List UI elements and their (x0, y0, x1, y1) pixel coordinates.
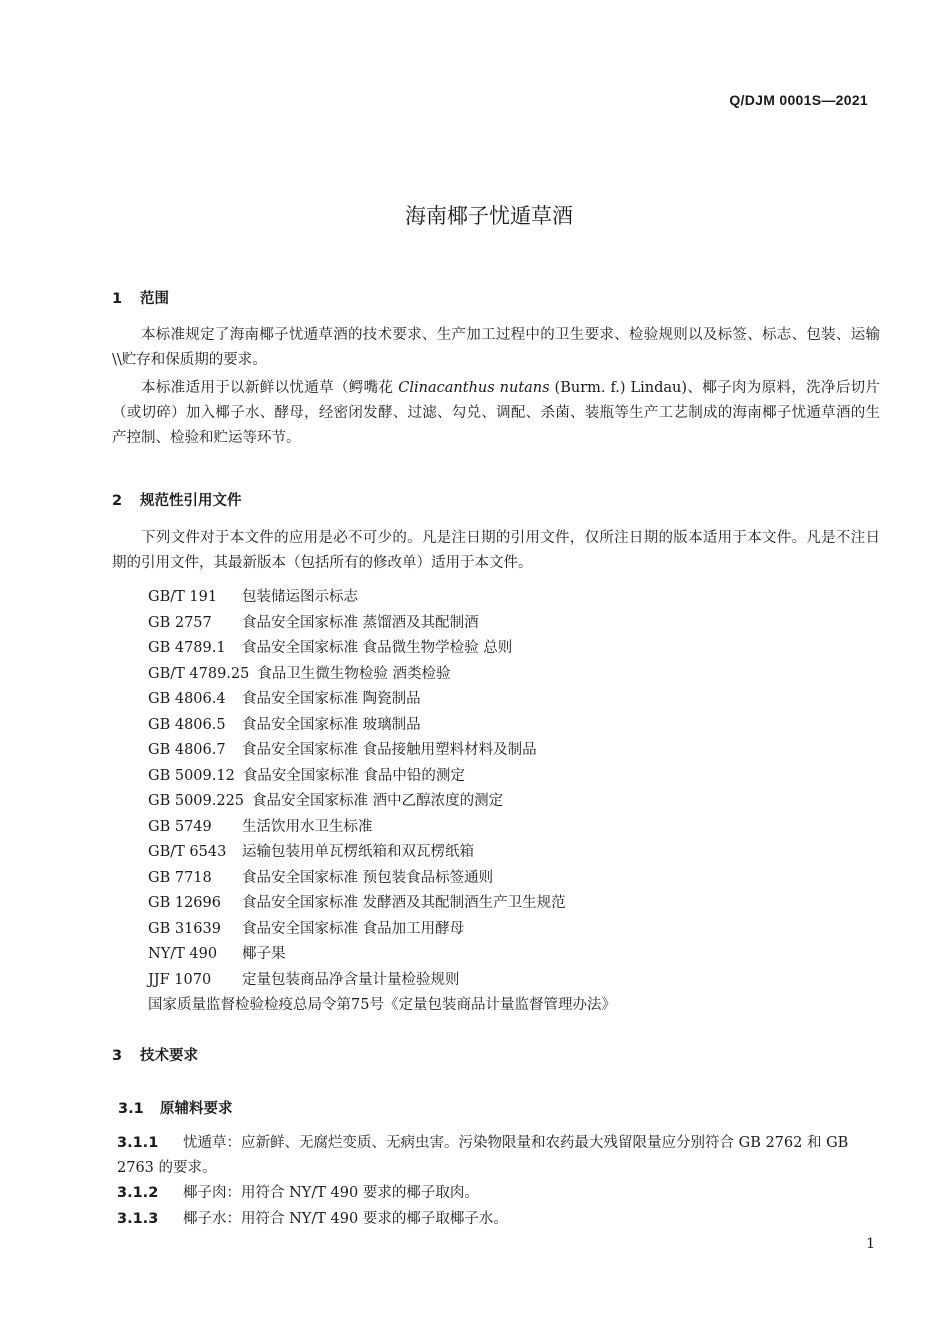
reference-name: 运输包装用单瓦楞纸箱和双瓦楞纸箱 (242, 844, 474, 860)
reference-code: GB/T 191 (148, 589, 218, 605)
section-title: 范围 (140, 291, 169, 307)
reference-item (148, 687, 888, 713)
reference-item (148, 662, 888, 688)
clause-3-1-1 (117, 1131, 885, 1181)
reference-name: 包装储运图示标志 (242, 589, 358, 605)
reference-item (148, 968, 888, 994)
reference-name: 食品安全国家标准 食品加工用酵母 (242, 920, 465, 937)
subsection-title: 原辅料要求 (160, 1101, 233, 1117)
reference-list (148, 585, 888, 1019)
latin-species-name: Clinacanthus nutans (398, 380, 550, 396)
reference-code: GB 4806.7 (148, 742, 226, 758)
page-number: 1 (866, 1236, 875, 1252)
document-title: 海南椰子忧遁草酒 (405, 204, 573, 228)
reference-name: 椰子果 (242, 946, 286, 962)
reference-code: GB 4806.4 (148, 691, 226, 707)
reference-code: GB 5009.12 (148, 767, 235, 784)
reference-item (148, 866, 888, 892)
reference-name: 食品安全国家标准 玻璃制品 (242, 716, 421, 733)
clause-number: 3.1.1 (117, 1135, 159, 1151)
reference-item (148, 764, 888, 790)
reference-name: 食品安全国家标准 食品接触用塑料材料及制品 (242, 742, 537, 758)
subsection-number: 3.1 (118, 1101, 144, 1117)
reference-code: GB 4789.1 (148, 640, 226, 656)
section-3-heading (112, 1044, 198, 1065)
reference-name: 生活饮用水卫生标准 (242, 818, 373, 835)
reference-code: GB 12696 (148, 895, 221, 911)
reference-item (148, 713, 888, 739)
clause-number: 3.1.2 (117, 1185, 159, 1201)
reference-item (148, 815, 888, 841)
reference-name: 食品安全国家标准 食品微生物学检验 总则 (242, 640, 513, 656)
reference-item (148, 942, 888, 968)
scope-paragraph-1: 本标准规定了海南椰子忧遁草酒的技术要求、生产加工过程中的卫生要求、检验规则以及标签、标志、包装、运输\\贮存和保质期的要求。 (112, 327, 880, 368)
section-title: 规范性引用文件 (140, 493, 242, 509)
reference-name: 食品安全国家标准 预包装食品标签通则 (242, 869, 494, 886)
section-number: 3 (112, 1048, 123, 1064)
reference-item (148, 840, 888, 866)
reference-item (148, 585, 888, 611)
scope-text: 本标准适用于以新鲜以忧遁草（鳄嘴花 (141, 380, 399, 396)
scope-text: (Burm. f.) Lindau)、椰子肉为原料，洗净后切片（或切碎）加入椰子水、酵母，经密闭发酵、过滤、勾兑、调配、杀菌、装瓶等生产工艺制成的海南椰子忧遁草酒的生产控制、检验和贮运等环节。 (112, 380, 880, 446)
clause-text: 忧遁草：应新鲜、无腐烂变质、无病虫害。污染物限量和农药最大残留限量应分别符合 GB 2762 和 GB 2763 的要求。 (117, 1135, 849, 1176)
clause-3-1-3 (117, 1207, 885, 1232)
reference-code: NY/T 490 (148, 946, 218, 962)
reference-name: 食品安全国家标准 发酵酒及其配制酒生产卫生规范 (242, 895, 566, 911)
reference-code: GB 2757 (148, 614, 212, 631)
reference-code: GB 4806.5 (148, 716, 226, 733)
subsection-3-1-heading (118, 1097, 233, 1118)
references-intro: 下列文件对于本文件的应用是必不可少的。凡是注日期的引用文件，仅所注日期的版本适用于本文件。凡是不注日期的引用文件，其最新版本（包括所有的修改单）适用于本文件。 (112, 530, 880, 571)
section-2-heading (112, 489, 242, 510)
section-1-heading (112, 287, 169, 308)
reference-name: 定量包装商品净含量计量检验规则 (242, 971, 460, 988)
reference-item (148, 917, 888, 943)
reference-name: 食品安全国家标准 酒中乙醇浓度的测定 (252, 793, 504, 809)
standard-code: Q/DJM 0001S—2021 (729, 92, 868, 108)
section-number: 2 (112, 493, 123, 509)
reference-name: 食品安全国家标准 陶瓷制品 (242, 691, 421, 707)
reference-name: 食品安全国家标准 蒸馏酒及其配制酒 (242, 614, 479, 631)
reference-item (148, 636, 888, 662)
reference-name: 食品安全国家标准 食品中铅的测定 (242, 767, 465, 784)
reference-code: GB 5009.225 (148, 793, 245, 809)
clause-number: 3.1.3 (117, 1211, 159, 1227)
reference-code: GB 7718 (148, 869, 212, 886)
clause-3-1-2 (117, 1181, 885, 1206)
reference-code: GB/T 4789.25 (148, 665, 250, 682)
reference-item (148, 891, 888, 917)
reference-item (148, 738, 888, 764)
reference-item (148, 789, 888, 815)
reference-code: JJF 1070 (148, 971, 212, 988)
section-number: 1 (112, 291, 123, 307)
decree-reference: 国家质量监督检验检疫总局令第75号《定量包装商品计量监督管理办法》 (148, 997, 616, 1013)
reference-name: 食品卫生微生物检验 酒类检验 (257, 665, 451, 682)
reference-code: GB 31639 (148, 920, 221, 937)
reference-code: GB/T 6543 (148, 844, 227, 860)
reference-item (148, 611, 888, 637)
section-title: 技术要求 (140, 1048, 198, 1064)
reference-code: GB 5749 (148, 818, 212, 835)
scope-paragraph-2 (112, 376, 880, 451)
clause-text: 椰子水：用符合 NY/T 490 要求的椰子取椰子水。 (183, 1211, 508, 1227)
clause-text: 椰子肉：用符合 NY/T 490 要求的椰子取肉。 (183, 1185, 479, 1201)
